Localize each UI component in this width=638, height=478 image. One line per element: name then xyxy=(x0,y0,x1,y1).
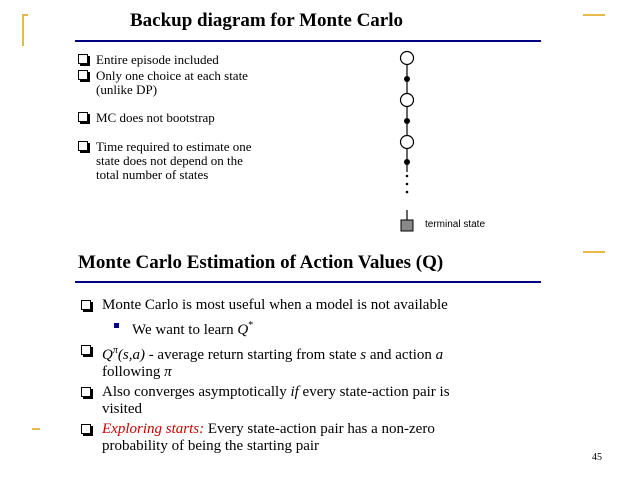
bottom-bullet-list xyxy=(78,297,548,455)
bullet-no-bootstrap: MC does not bootstrap xyxy=(78,111,378,125)
checkbox-bullet-icon xyxy=(78,112,88,122)
state-node xyxy=(401,136,414,149)
checkbox-bullet-icon xyxy=(78,141,88,151)
checkbox-bullet-icon xyxy=(81,345,91,355)
slide-title-action-values: Monte Carlo Estimation of Action Values (Q) xyxy=(78,252,444,273)
checkbox-bullet-icon xyxy=(81,387,91,397)
checkbox-bullet-icon xyxy=(81,424,91,434)
corner-decoration-right-mid xyxy=(583,251,605,253)
slide-title-backup-diagram: Backup diagram for Monte Carlo xyxy=(130,10,404,31)
terminal-state-node xyxy=(401,220,413,231)
backup-diagram xyxy=(380,45,580,245)
ellipsis-dot xyxy=(406,175,409,178)
action-node xyxy=(404,118,410,124)
bullet-entire-episode: Entire episode included xyxy=(78,53,378,67)
checkbox-bullet-icon xyxy=(81,300,91,310)
bullet-exploring-starts: Exploring starts: Every state-action pair has a non-zero probability of being the starting pair xyxy=(78,421,548,455)
corner-decoration-left-top xyxy=(22,14,28,16)
corner-decoration-right-top xyxy=(583,14,605,16)
bullet-one-choice: Only one choice at each state (unlike DP) xyxy=(78,69,378,97)
bullet-time-required: Time required to estimate one state does not depend on the total number of states xyxy=(78,140,378,182)
ellipsis-dot xyxy=(406,191,409,194)
ellipsis-dot xyxy=(406,183,409,186)
bullet-mc-useful: Monte Carlo is most useful when a model is not available xyxy=(78,297,548,314)
title-underline-top xyxy=(75,40,541,42)
title-underline-bottom xyxy=(75,281,541,283)
checkbox-bullet-icon xyxy=(78,54,88,64)
checkbox-bullet-icon xyxy=(78,70,88,80)
action-node xyxy=(404,76,410,82)
state-node xyxy=(401,94,414,107)
action-node xyxy=(404,159,410,165)
square-bullet-icon xyxy=(114,323,119,328)
page-number: 45 xyxy=(592,452,602,463)
corner-decoration-left xyxy=(22,14,24,46)
bullet-converges: Also converges asymptotically if every state-action pair is visited xyxy=(78,384,548,418)
top-bullet-list xyxy=(78,53,378,182)
sub-bullet-learn-q: We want to learn Q* xyxy=(78,317,548,339)
bullet-q-pi-definition: $Q^\pi(s,a)$ - average return starting from state s and action a following π xyxy=(78,342,548,381)
state-node xyxy=(401,52,414,65)
corner-decoration-left-low xyxy=(32,428,40,430)
terminal-state-label: terminal state xyxy=(425,219,486,230)
